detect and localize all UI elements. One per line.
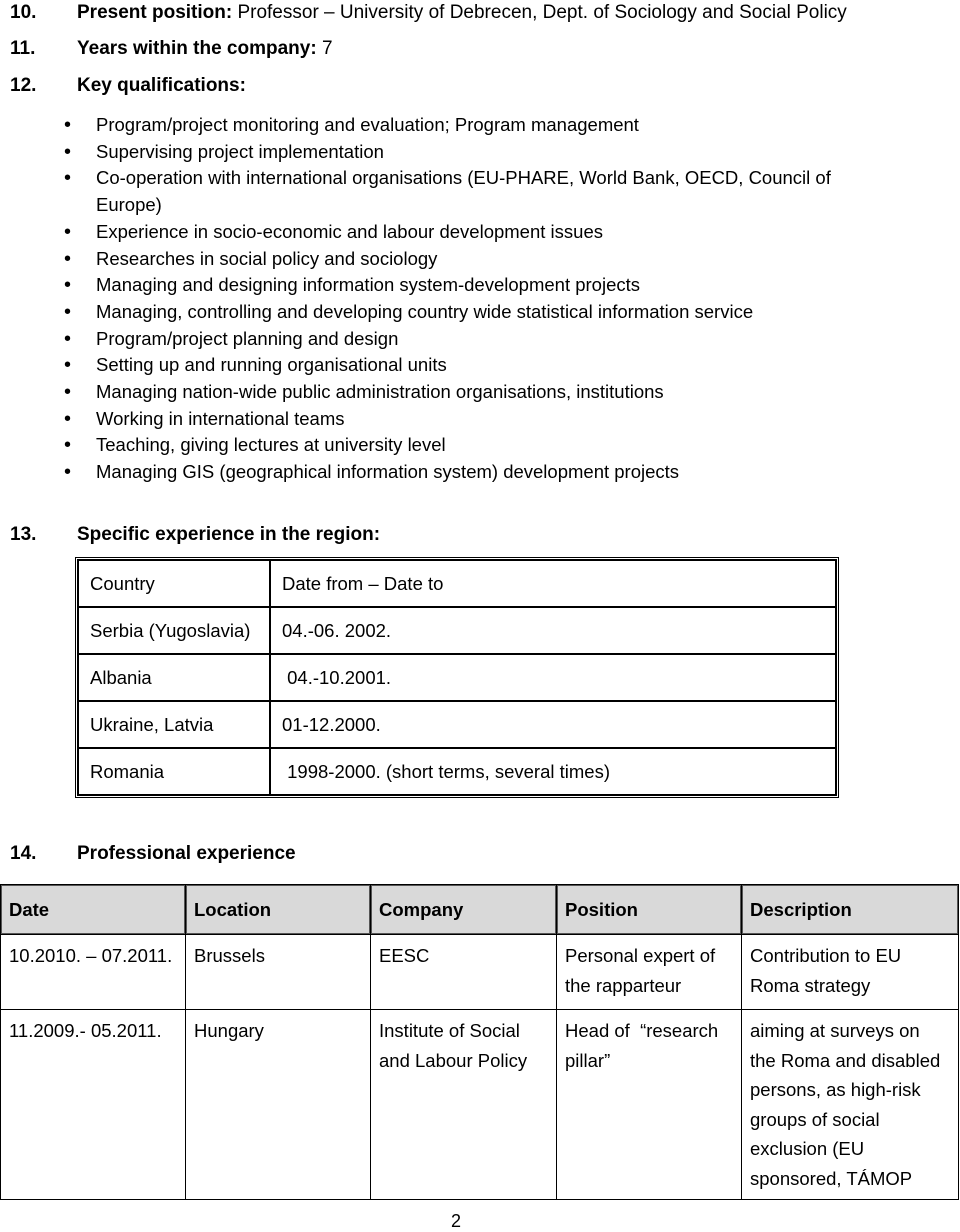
years-value: 7 <box>316 38 333 59</box>
professional-section-title: Professional experience <box>77 843 296 864</box>
list-item: • Working in international teams <box>60 406 940 433</box>
table-row <box>1 1010 959 1200</box>
table-cell: Contribution to EU Roma strategy <box>742 935 959 1010</box>
table-cell: aiming at surveys on the Roma and disabled persons, as high-risk groups of social exclusion (EU sponsored, TÁMOP <box>742 1010 959 1200</box>
list-item: • Managing and designing information system-development projects <box>60 272 940 299</box>
table-row <box>78 654 836 701</box>
table-cell: Ukraine, Latvia <box>78 701 270 748</box>
item-number: 12. <box>10 75 37 96</box>
region-section-title: Specific experience in the region: <box>77 524 381 545</box>
table-row <box>78 701 836 748</box>
years-label: Years within the company: <box>77 38 317 59</box>
professional-section-heading <box>10 843 296 865</box>
column-header: Location <box>186 885 371 935</box>
table-row <box>78 607 836 654</box>
present-position-value: Professor – University of Debrecen, Dept. of Sociology and Social Policy <box>232 2 847 23</box>
list-item: • Co-operation with international organisations (EU-PHARE, World Bank, OECD, Council of Europe) <box>60 165 856 218</box>
column-header: Company <box>371 885 557 935</box>
table-cell: Albania <box>78 654 270 701</box>
list-item: • Researches in social policy and sociology <box>60 246 940 273</box>
table-cell: Serbia (Yugoslavia) <box>78 607 270 654</box>
table-cell: EESC <box>371 935 557 1010</box>
item-number: 10. <box>10 2 37 23</box>
list-item: • Managing nation-wide public administration organisations, institutions <box>60 379 940 406</box>
region-experience-table <box>77 559 837 796</box>
table-cell: Brussels <box>186 935 371 1010</box>
column-header: Description <box>742 885 959 935</box>
table-cell: Hungary <box>186 1010 371 1200</box>
table-cell: 10.2010. – 07.2011. <box>1 935 186 1010</box>
table-header-row <box>78 560 836 607</box>
present-position-line <box>10 2 847 24</box>
table-cell: Romania <box>78 748 270 795</box>
list-item: • Managing, controlling and developing country wide statistical information service <box>60 299 940 326</box>
table-cell: 1998-2000. (short terms, several times) <box>270 748 836 795</box>
table-cell: Personal expert of the rapparteur <box>557 935 742 1010</box>
table-cell: 11.2009.- 05.2011. <box>1 1010 186 1200</box>
list-item: • Setting up and running organisational units <box>60 352 940 379</box>
table-row <box>1 935 959 1010</box>
list-item: • Experience in socio-economic and labour development issues <box>60 219 940 246</box>
table-cell: Institute of Social and Labour Policy <box>371 1010 557 1200</box>
key-qualifications-line <box>10 75 246 97</box>
column-header: Date <box>1 885 186 935</box>
item-number: 11. <box>10 38 36 59</box>
table-cell: 04.-06. 2002. <box>270 607 836 654</box>
table-cell: Head of “research pillar” <box>557 1010 742 1200</box>
table-row <box>78 748 836 795</box>
list-item: • Program/project monitoring and evaluation; Program management <box>60 112 940 139</box>
item-number: 13. <box>10 524 37 545</box>
list-item: • Teaching, giving lectures at university level <box>60 432 940 459</box>
list-item: • Supervising project implementation <box>60 139 940 166</box>
years-within-company-line <box>10 38 333 60</box>
table-cell: 04.-10.2001. <box>270 654 836 701</box>
key-qualifications-label: Key qualifications: <box>77 75 246 96</box>
column-header: Position <box>557 885 742 935</box>
list-item: • Managing GIS (geographical information system) development projects <box>60 459 940 486</box>
professional-experience-table <box>0 884 959 1200</box>
column-header: Country <box>78 560 270 607</box>
list-item: • Program/project planning and design <box>60 326 940 353</box>
qualifications-list <box>60 112 940 486</box>
page-number: 2 <box>451 1211 462 1231</box>
table-header-row <box>1 885 959 935</box>
table-cell: 01-12.2000. <box>270 701 836 748</box>
region-section-heading <box>10 524 380 546</box>
item-number: 14. <box>10 843 37 864</box>
present-position-label: Present position: <box>77 2 233 23</box>
column-header: Date from – Date to <box>270 560 836 607</box>
